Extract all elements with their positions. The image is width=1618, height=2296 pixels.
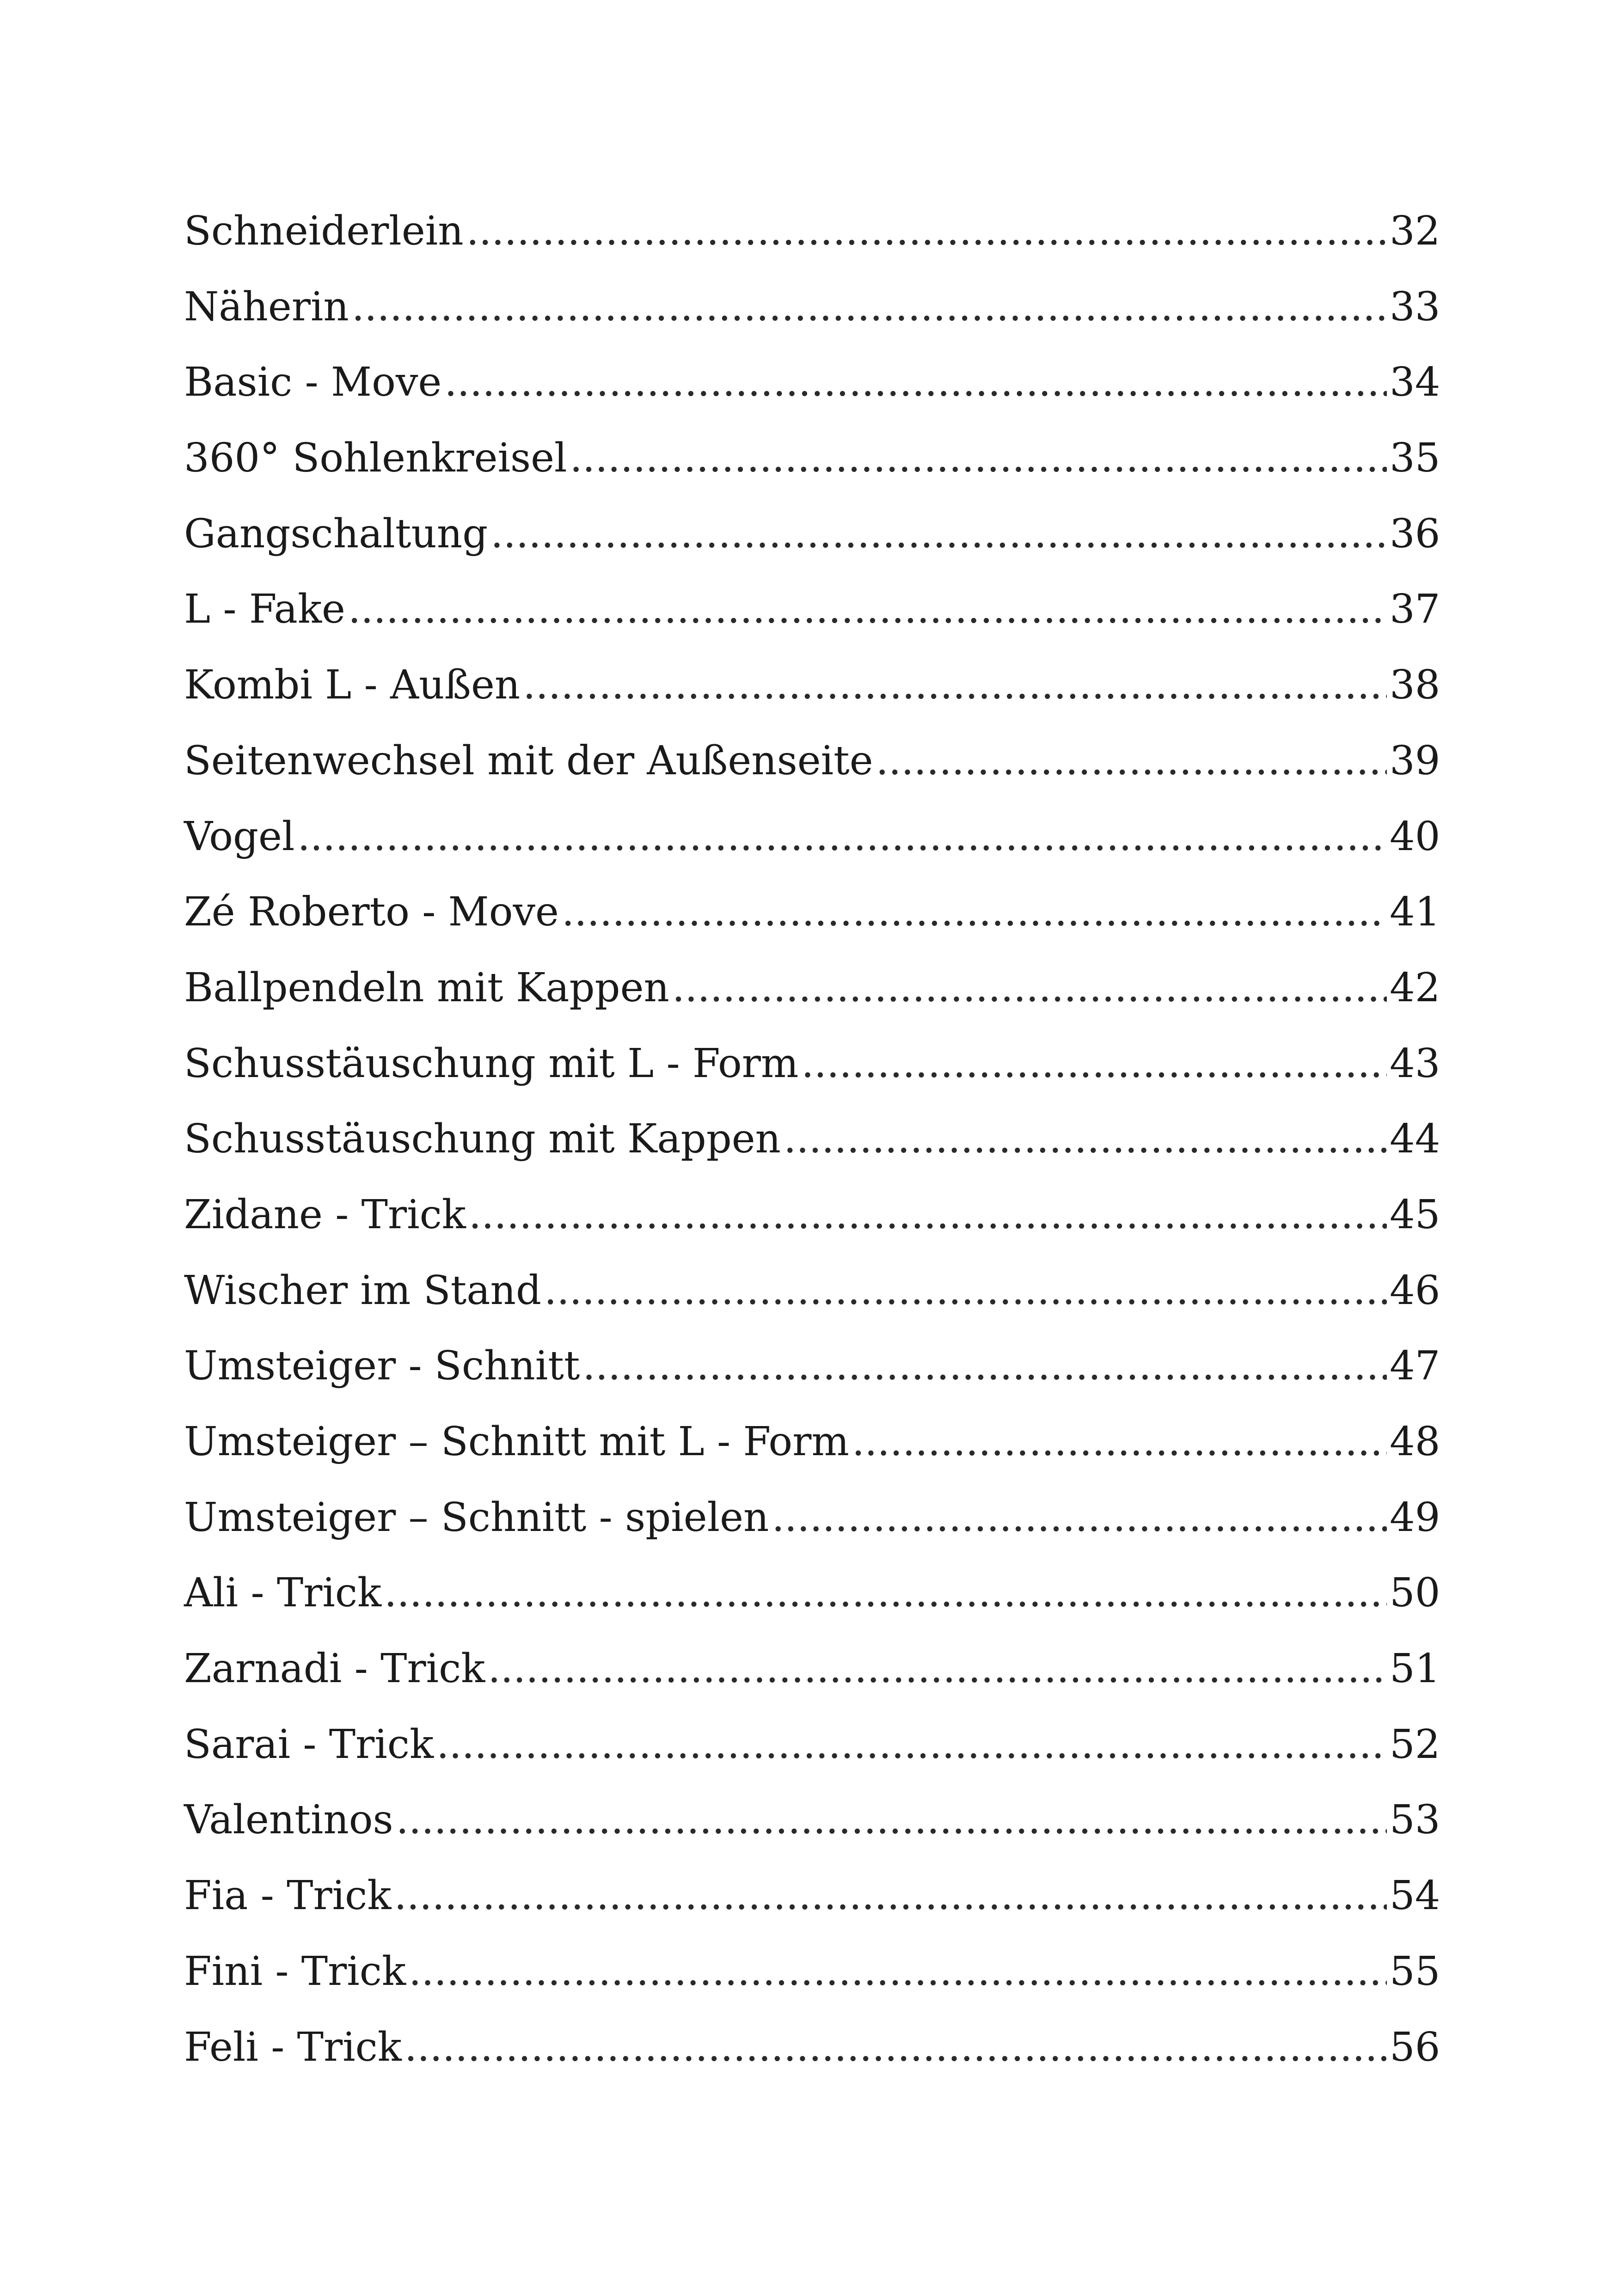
toc-entry-page-number: 41 [1390, 889, 1440, 936]
toc-entry[interactable] [184, 421, 1438, 496]
toc-entry[interactable] [184, 723, 1438, 799]
toc-entry-page-number: 53 [1390, 1797, 1440, 1843]
toc-entry-page-number: 43 [1390, 1040, 1440, 1087]
dot-leader [523, 648, 1387, 723]
toc-entry-page-number: 50 [1390, 1570, 1440, 1616]
dot-leader [436, 1707, 1387, 1783]
toc-entry-title: Fia - Trick [184, 1873, 392, 1919]
toc-entry[interactable] [184, 1253, 1438, 1329]
toc-entry[interactable] [184, 496, 1438, 572]
toc-entry-title: Zidane - Trick [184, 1191, 466, 1238]
toc-entry-title: Vogel [184, 813, 295, 860]
table-of-contents [184, 194, 1438, 2085]
toc-entry[interactable] [184, 269, 1438, 345]
toc-entry-title: Umsteiger - Schnitt [184, 1343, 580, 1390]
dot-leader [852, 1404, 1387, 1480]
toc-entry[interactable] [184, 1177, 1438, 1253]
toc-entry-title: Umsteiger – Schnitt - spielen [184, 1494, 769, 1541]
toc-entry-page-number: 33 [1390, 283, 1440, 330]
toc-entry-title: Basic - Move [184, 359, 442, 406]
toc-entry-title: Zé Roberto - Move [184, 889, 559, 936]
toc-entry[interactable] [184, 1934, 1438, 2010]
toc-entry-page-number: 54 [1390, 1873, 1440, 1919]
toc-entry[interactable] [184, 1707, 1438, 1783]
dot-leader [384, 1555, 1387, 1631]
dot-leader [444, 345, 1387, 421]
dot-leader [582, 1329, 1387, 1404]
toc-entry-page-number: 38 [1390, 662, 1440, 709]
toc-entry-page-number: 48 [1390, 1419, 1440, 1465]
toc-entry-title: Umsteiger – Schnitt mit L - Form [184, 1419, 849, 1465]
dot-leader [801, 1026, 1387, 1102]
toc-entry-title: L - Fake [184, 586, 345, 633]
toc-entry[interactable] [184, 1480, 1438, 1556]
toc-entry-title: Zarnadi - Trick [184, 1646, 485, 1692]
toc-entry-title: Gangschaltung [184, 510, 488, 557]
dot-leader [297, 799, 1387, 875]
toc-entry-page-number: 46 [1390, 1267, 1440, 1314]
toc-entry[interactable] [184, 1102, 1438, 1177]
toc-entry-title: Näherin [184, 283, 349, 330]
toc-entry-title: Seitenwechsel mit der Außenseite [184, 737, 873, 784]
dot-leader [404, 2010, 1387, 2086]
toc-entry-page-number: 49 [1390, 1494, 1440, 1541]
toc-entry[interactable] [184, 799, 1438, 875]
toc-entry-page-number: 35 [1390, 435, 1440, 482]
toc-entry[interactable] [184, 875, 1438, 950]
toc-entry-page-number: 51 [1390, 1646, 1440, 1692]
toc-entry-title: Fini - Trick [184, 1948, 406, 1995]
toc-entry-title: Feli - Trick [184, 2024, 402, 2070]
dot-leader [490, 496, 1387, 572]
toc-entry-title: Schusstäuschung mit Kappen [184, 1116, 781, 1163]
toc-entry[interactable] [184, 345, 1438, 421]
dot-leader [488, 1631, 1387, 1707]
toc-entry-page-number: 37 [1390, 586, 1440, 633]
dot-leader [562, 875, 1387, 950]
toc-entry-page-number: 47 [1390, 1343, 1440, 1390]
toc-entry-page-number: 32 [1390, 208, 1440, 254]
toc-entry-page-number: 36 [1390, 510, 1440, 557]
toc-entry-page-number: 52 [1390, 1721, 1440, 1768]
toc-entry-title: Schneiderlein [184, 208, 464, 254]
toc-entry-page-number: 34 [1390, 359, 1440, 406]
dot-leader [876, 723, 1387, 799]
toc-entry-page-number: 45 [1390, 1191, 1440, 1238]
toc-entry-title: Wischer im Stand [184, 1267, 541, 1314]
toc-entry[interactable] [184, 2010, 1438, 2086]
dot-leader [394, 1858, 1387, 1934]
toc-entry-page-number: 44 [1390, 1116, 1440, 1163]
toc-entry-title: Ballpendeln mit Kappen [184, 964, 669, 1011]
toc-entry[interactable] [184, 1026, 1438, 1102]
dot-leader [409, 1934, 1387, 2010]
dot-leader [352, 269, 1387, 345]
dot-leader [672, 950, 1387, 1026]
toc-entry[interactable] [184, 648, 1438, 723]
toc-entry-page-number: 55 [1390, 1948, 1440, 1995]
dot-leader [469, 1177, 1387, 1253]
toc-entry[interactable] [184, 950, 1438, 1026]
toc-entry-page-number: 39 [1390, 737, 1440, 784]
toc-entry[interactable] [184, 1329, 1438, 1404]
toc-entry-title: Valentinos [184, 1797, 393, 1843]
toc-entry-title: Sarai - Trick [184, 1721, 434, 1768]
dot-leader [772, 1480, 1387, 1556]
dot-leader [570, 421, 1387, 496]
toc-entry-title: 360° Sohlenkreisel [184, 435, 567, 482]
toc-entry-page-number: 56 [1390, 2024, 1440, 2070]
toc-entry[interactable] [184, 572, 1438, 648]
toc-entry[interactable] [184, 1631, 1438, 1707]
toc-entry[interactable] [184, 1782, 1438, 1858]
toc-entry[interactable] [184, 1555, 1438, 1631]
dot-leader [466, 194, 1387, 269]
toc-entry[interactable] [184, 1404, 1438, 1480]
dot-leader [544, 1253, 1387, 1329]
toc-entry-title: Kombi L - Außen [184, 662, 521, 709]
toc-entry-title: Schusstäuschung mit L - Form [184, 1040, 799, 1087]
dot-leader [784, 1102, 1387, 1177]
dot-leader [396, 1782, 1387, 1858]
toc-entry[interactable] [184, 194, 1438, 269]
toc-entry[interactable] [184, 1858, 1438, 1934]
toc-entry-page-number: 42 [1390, 964, 1440, 1011]
dot-leader [348, 572, 1387, 648]
toc-entry-page-number: 40 [1390, 813, 1440, 860]
toc-entry-title: Ali - Trick [184, 1570, 382, 1616]
